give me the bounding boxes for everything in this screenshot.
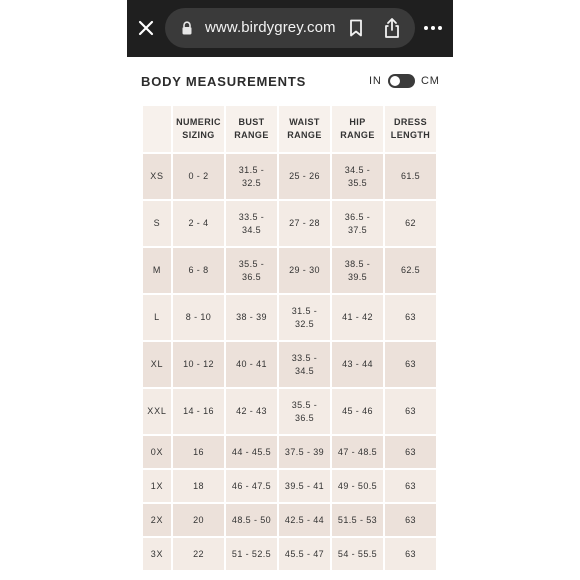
- share-icon[interactable]: [383, 17, 401, 39]
- header-waist-range: WAIST RANGE: [279, 106, 330, 152]
- waist-cell: 42.5 - 44: [279, 504, 330, 536]
- size-cell: 1X: [143, 470, 171, 502]
- waist-cell: 35.5 - 36.5: [279, 389, 330, 434]
- unit-label-cm: CM: [421, 75, 440, 87]
- bust-cell: 31.5 - 32.5: [226, 154, 277, 199]
- hip-cell: 45 - 46: [332, 389, 383, 434]
- numeric-cell: 10 - 12: [173, 342, 224, 387]
- url-text: www.birdygrey.com: [205, 19, 336, 36]
- table-body: [143, 154, 436, 570]
- hip-cell: 38.5 - 39.5: [332, 248, 383, 293]
- bookmark-icon[interactable]: [348, 19, 364, 37]
- waist-cell: 29 - 30: [279, 248, 330, 293]
- numeric-cell: 16: [173, 436, 224, 468]
- page-content: [127, 57, 453, 580]
- bust-cell: 46 - 47.5: [226, 470, 277, 502]
- size-cell: M: [143, 248, 171, 293]
- hip-cell: 47 - 48.5: [332, 436, 383, 468]
- length-cell: 63: [385, 389, 436, 434]
- table-row: [143, 201, 436, 246]
- close-icon[interactable]: [136, 18, 156, 38]
- address-bar[interactable]: [165, 8, 415, 48]
- numeric-cell: 6 - 8: [173, 248, 224, 293]
- hip-cell: 34.5 - 35.5: [332, 154, 383, 199]
- waist-cell: 31.5 - 32.5: [279, 295, 330, 340]
- size-cell: 0X: [143, 436, 171, 468]
- hip-cell: 41 - 42: [332, 295, 383, 340]
- hip-cell: 43 - 44: [332, 342, 383, 387]
- length-cell: 63: [385, 436, 436, 468]
- table-row: [143, 154, 436, 199]
- numeric-cell: 18: [173, 470, 224, 502]
- unit-label-in: IN: [369, 75, 382, 87]
- waist-cell: 45.5 - 47: [279, 538, 330, 570]
- numeric-cell: 22: [173, 538, 224, 570]
- numeric-cell: 8 - 10: [173, 295, 224, 340]
- size-cell: L: [143, 295, 171, 340]
- table-row: [143, 470, 436, 502]
- bust-cell: 35.5 - 36.5: [226, 248, 277, 293]
- waist-cell: 27 - 28: [279, 201, 330, 246]
- phone-screen: [127, 0, 453, 580]
- table-row: [143, 504, 436, 536]
- length-cell: 63: [385, 470, 436, 502]
- numeric-cell: 2 - 4: [173, 201, 224, 246]
- bust-cell: 48.5 - 50: [226, 504, 277, 536]
- length-cell: 62: [385, 201, 436, 246]
- length-cell: 63: [385, 295, 436, 340]
- table-row: [143, 538, 436, 570]
- hip-cell: 54 - 55.5: [332, 538, 383, 570]
- waist-cell: 37.5 - 39: [279, 436, 330, 468]
- header-dress-length: DRESS LENGTH: [385, 106, 436, 152]
- lock-icon: [181, 21, 193, 35]
- length-cell: 63: [385, 342, 436, 387]
- header-size: [143, 106, 171, 152]
- table-header-row: [143, 106, 436, 152]
- size-cell: XXL: [143, 389, 171, 434]
- size-cell: 3X: [143, 538, 171, 570]
- size-cell: XL: [143, 342, 171, 387]
- bust-cell: 44 - 45.5: [226, 436, 277, 468]
- size-chart-table: [141, 104, 438, 572]
- bust-cell: 42 - 43: [226, 389, 277, 434]
- waist-cell: 39.5 - 41: [279, 470, 330, 502]
- hip-cell: 36.5 - 37.5: [332, 201, 383, 246]
- table-row: [143, 248, 436, 293]
- table-row: [143, 436, 436, 468]
- bust-cell: 40 - 41: [226, 342, 277, 387]
- size-cell: S: [143, 201, 171, 246]
- numeric-cell: 14 - 16: [173, 389, 224, 434]
- length-cell: 61.5: [385, 154, 436, 199]
- table-row: [143, 295, 436, 340]
- more-icon[interactable]: [423, 18, 443, 38]
- toggle-knob: [390, 76, 400, 86]
- table-row: [143, 389, 436, 434]
- numeric-cell: 0 - 2: [173, 154, 224, 199]
- length-cell: 63: [385, 538, 436, 570]
- hip-cell: 51.5 - 53: [332, 504, 383, 536]
- hip-cell: 49 - 50.5: [332, 470, 383, 502]
- length-cell: 63: [385, 504, 436, 536]
- table-row: [143, 342, 436, 387]
- header-hip-range: HIP RANGE: [332, 106, 383, 152]
- length-cell: 62.5: [385, 248, 436, 293]
- bust-cell: 33.5 - 34.5: [226, 201, 277, 246]
- size-cell: XS: [143, 154, 171, 199]
- header-bust-range: BUST RANGE: [226, 106, 277, 152]
- size-cell: 2X: [143, 504, 171, 536]
- unit-toggle[interactable]: [388, 74, 415, 88]
- browser-toolbar: [127, 0, 453, 57]
- section-title: BODY MEASUREMENTS: [141, 74, 307, 89]
- numeric-cell: 20: [173, 504, 224, 536]
- header-numeric-sizing: NUMERIC SIZING: [173, 106, 224, 152]
- waist-cell: 33.5 - 34.5: [279, 342, 330, 387]
- bust-cell: 51 - 52.5: [226, 538, 277, 570]
- bust-cell: 38 - 39: [226, 295, 277, 340]
- waist-cell: 25 - 26: [279, 154, 330, 199]
